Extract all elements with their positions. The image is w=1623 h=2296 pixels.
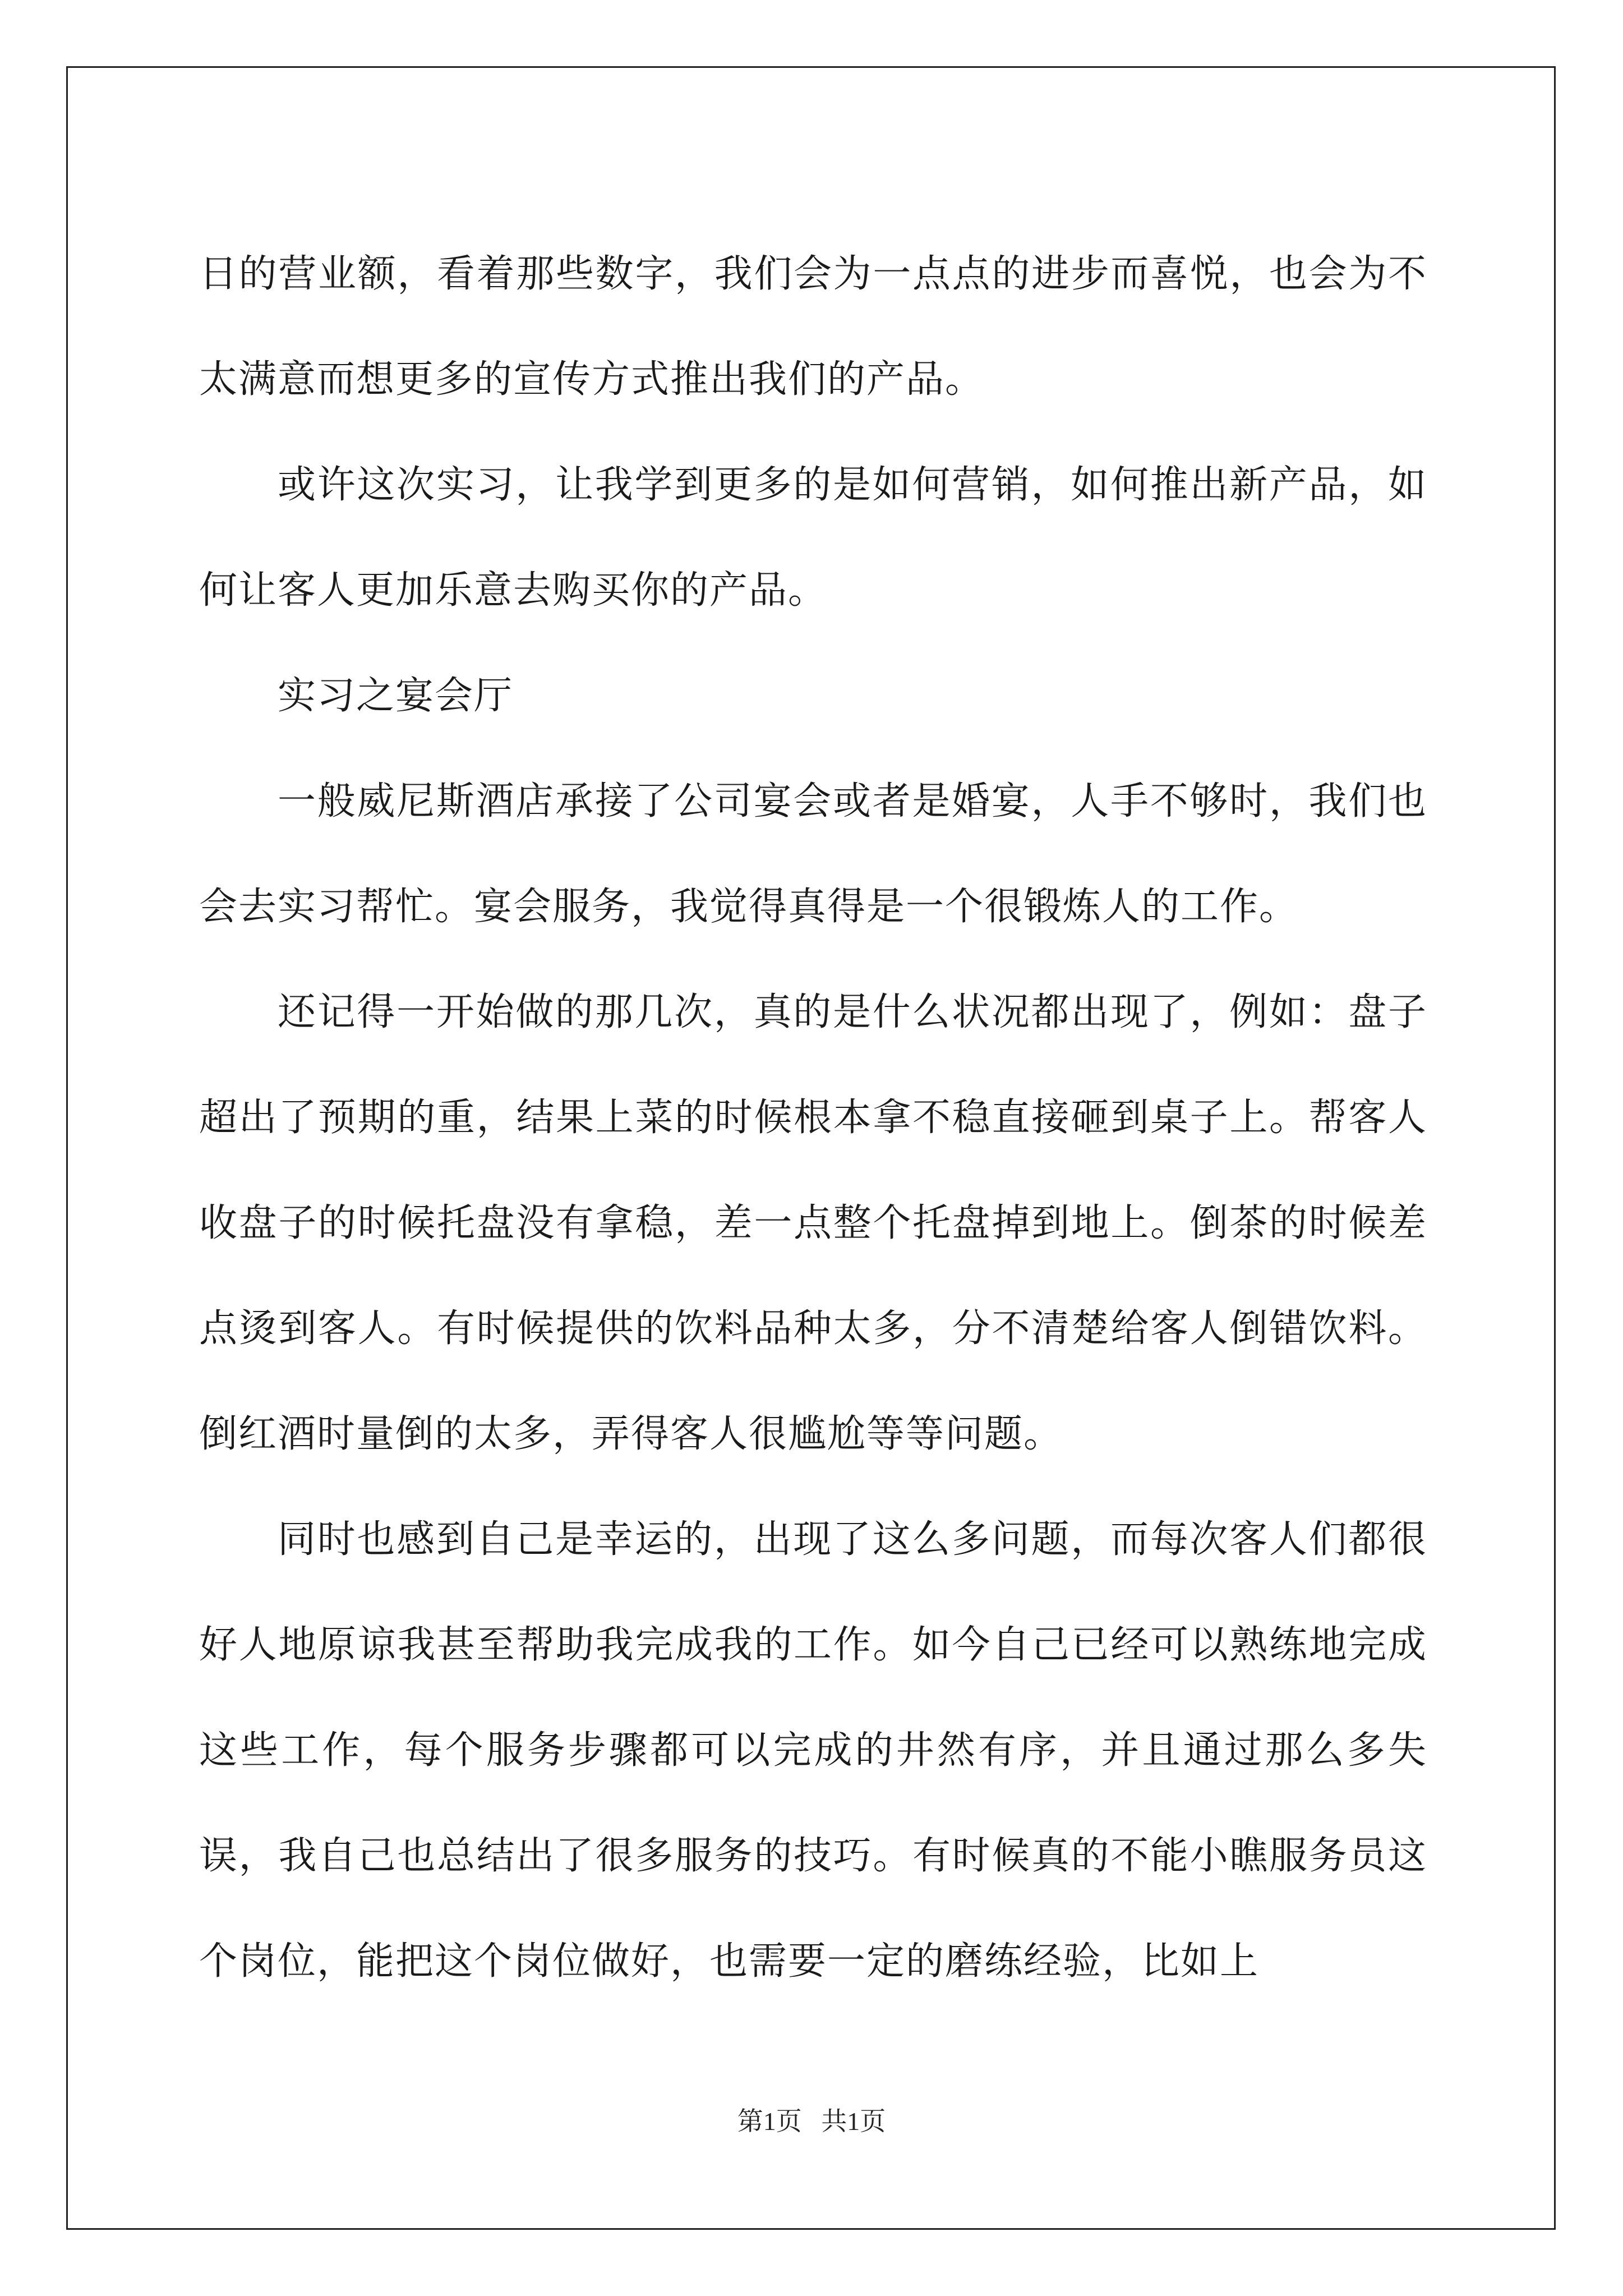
paragraph-2: 或许这次实习，让我学到更多的是如何营销，如何推出新产品，如何让客人更加乐意去购买你的产品。: [199, 463, 1427, 613]
paragraph-4: 还记得一开始做的那几次，真的是什么状况都出现了，例如：盘子超出了预期的重，结果上菜的时候根本拿不稳直接砸到桌子上。帮客人收盘子的时候托盘没有拿稳，差一点整个托盘掉到地上。倒茶的时候差点烫到客人。有时候提供的饮料品种太多，分不清楚给客人倒错饮料。倒红酒时量倒的太多，弄得客人很尴尬等等问题。: [199, 990, 1427, 1456]
section-heading: 实习之宴会厅: [278, 674, 514, 718]
page-footer: [0, 2101, 1623, 2138]
paragraph-1: 日的营业额，看着那些数字，我们会为一点点的进步而喜悦，也会为不太满意而想更多的宣传方式推出我们的产品。: [199, 252, 1427, 402]
page-number: 第1页: [737, 2107, 802, 2136]
document-body: [199, 222, 1427, 2014]
page-total: 共1页: [821, 2107, 886, 2136]
paragraph-5: 同时也感到自己是幸运的，出现了这么多问题，而每次客人们都很好人地原谅我甚至帮助我完成我的工作。如今自己已经可以熟练地完成这些工作，每个服务步骤都可以完成的井然有序，并且通过那么多失误，我自己也总结出了很多服务的技巧。有时候真的不能小瞧服务员这个岗位，能把这个岗位做好，也需要一定的磨练经验，比如上: [199, 1517, 1427, 1984]
paragraph-3: 一般威尼斯酒店承接了公司宴会或者是婚宴，人手不够时，我们也会去实习帮忙。宴会服务，我觉得真得是一个很锻炼人的工作。: [199, 779, 1427, 929]
